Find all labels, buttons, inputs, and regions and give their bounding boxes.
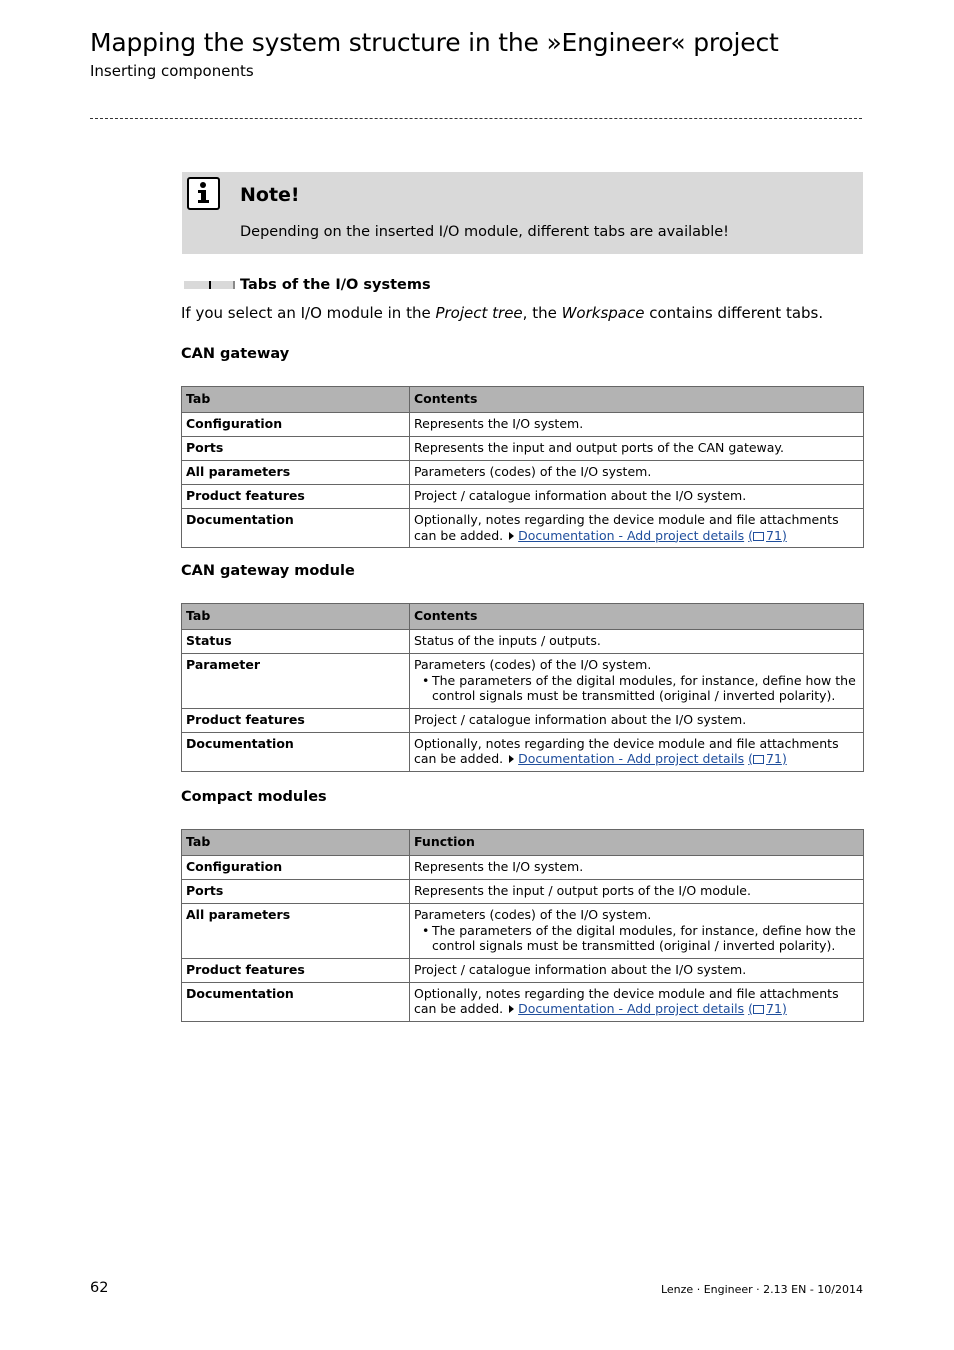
table-row	[182, 461, 864, 485]
header-divider	[90, 118, 862, 119]
can-gateway-module-table	[181, 603, 864, 772]
tab-description: Parameters (codes) of the I/O system. • The parameters of the digital modules, for instance, define how the control signals must be transmitted (original / inverted polarity).	[410, 904, 864, 959]
table-row	[182, 654, 864, 709]
table-row	[182, 732, 864, 771]
table-row	[182, 485, 864, 509]
arrow-right-icon	[509, 1005, 514, 1013]
tab-name: Configuration	[182, 856, 410, 880]
arrow-right-icon	[509, 755, 514, 763]
documentation-link[interactable]: Documentation - Add project details	[518, 527, 745, 543]
table-row	[182, 509, 864, 548]
page-number: 62	[90, 1280, 109, 1296]
footer-text: Lenze · Engineer · 2.13 EN - 10/2014	[660, 1283, 863, 1296]
can-gateway-table	[181, 386, 864, 548]
tab-name: Status	[182, 630, 410, 654]
note-heading: Note!	[240, 184, 300, 206]
tab-name: Ports	[182, 437, 410, 461]
tab-description: Project / catalogue information about the I/O system.	[410, 485, 864, 509]
table-header-row	[182, 604, 864, 630]
tab-name: Configuration	[182, 413, 410, 437]
info-icon	[187, 177, 220, 210]
table-row	[182, 856, 864, 880]
section-title: Tabs of the I/O systems	[240, 277, 431, 293]
book-icon	[753, 755, 764, 764]
tab-description: Represents the input and output ports of the CAN gateway.	[410, 437, 864, 461]
tab-name: All parameters	[182, 904, 410, 959]
tab-description: Represents the I/O system.	[410, 856, 864, 880]
tab-description: Optionally, notes regarding the device module and file attachments can be added. Documentation - Add project details ( 71)	[410, 732, 864, 771]
section-intro: If you select an I/O module in the Project tree, the Workspace contains different tabs.	[181, 304, 824, 322]
table-header-row	[182, 830, 864, 856]
table-row	[182, 880, 864, 904]
page-subtitle: Inserting components	[90, 62, 254, 80]
column-header: Contents	[410, 387, 864, 413]
compact-modules-heading: Compact modules	[181, 789, 327, 805]
compact-modules-table	[181, 829, 864, 1022]
tab-description: Represents the I/O system.	[410, 413, 864, 437]
tab-name: All parameters	[182, 461, 410, 485]
table-row	[182, 982, 864, 1021]
arrow-right-icon	[509, 532, 514, 540]
tab-name: Documentation	[182, 732, 410, 771]
column-header: Tab	[182, 387, 410, 413]
tab-name: Ports	[182, 880, 410, 904]
can-gateway-module-heading: CAN gateway module	[181, 563, 355, 579]
column-header: Tab	[182, 830, 410, 856]
table-row	[182, 904, 864, 959]
table-header-row	[182, 387, 864, 413]
book-icon	[753, 532, 764, 541]
can-gateway-heading: CAN gateway	[181, 346, 290, 362]
book-icon	[753, 1005, 764, 1014]
tab-name: Documentation	[182, 509, 410, 548]
documentation-link[interactable]: Documentation - Add project details	[518, 751, 745, 766]
tab-name: Product features	[182, 708, 410, 732]
tab-description: Optionally, notes regarding the device module and file attachments can be added. Documentation - Add project details ( 71)	[410, 509, 864, 548]
table-row	[182, 437, 864, 461]
tab-description: Status of the inputs / outputs.	[410, 630, 864, 654]
tab-description: Optionally, notes regarding the device module and file attachments can be added. Documentation - Add project details ( 71)	[410, 982, 864, 1021]
bullet-item: • The parameters of the digital modules, for instance, define how the control signals must be transmitted (original / inverted polarity).	[414, 923, 859, 954]
tab-description: Project / catalogue information about the I/O system.	[410, 958, 864, 982]
note-box	[182, 172, 863, 254]
tab-name: Documentation	[182, 982, 410, 1021]
bullet-item: • The parameters of the digital modules, for instance, define how the control signals must be transmitted (original / inverted polarity).	[414, 673, 859, 704]
page-title: Mapping the system structure in the »Engineer« project	[90, 28, 779, 57]
tab-description: Parameters (codes) of the I/O system.	[410, 461, 864, 485]
page-reference-link[interactable]: ( 71)	[748, 751, 787, 766]
table-row	[182, 413, 864, 437]
tab-description: Project / catalogue information about the I/O system.	[410, 708, 864, 732]
table-row	[182, 708, 864, 732]
column-header: Contents	[410, 604, 864, 630]
tab-description: Represents the input / output ports of the I/O module.	[410, 880, 864, 904]
table-row	[182, 630, 864, 654]
page-reference-link[interactable]: ( 71)	[748, 1001, 787, 1016]
tab-name: Parameter	[182, 654, 410, 709]
tab-description: Parameters (codes) of the I/O system. • The parameters of the digital modules, for instance, define how the control signals must be transmitted (original / inverted polarity).	[410, 654, 864, 709]
page-reference-link[interactable]: ( 71)	[748, 527, 787, 543]
documentation-link[interactable]: Documentation - Add project details	[518, 1001, 745, 1016]
tab-name: Product features	[182, 958, 410, 982]
column-header: Function	[410, 830, 864, 856]
tab-name: Product features	[182, 485, 410, 509]
table-row	[182, 958, 864, 982]
note-text: Depending on the inserted I/O module, different tabs are available!	[240, 224, 729, 240]
column-header: Tab	[182, 604, 410, 630]
section-marker-icon	[184, 281, 235, 289]
